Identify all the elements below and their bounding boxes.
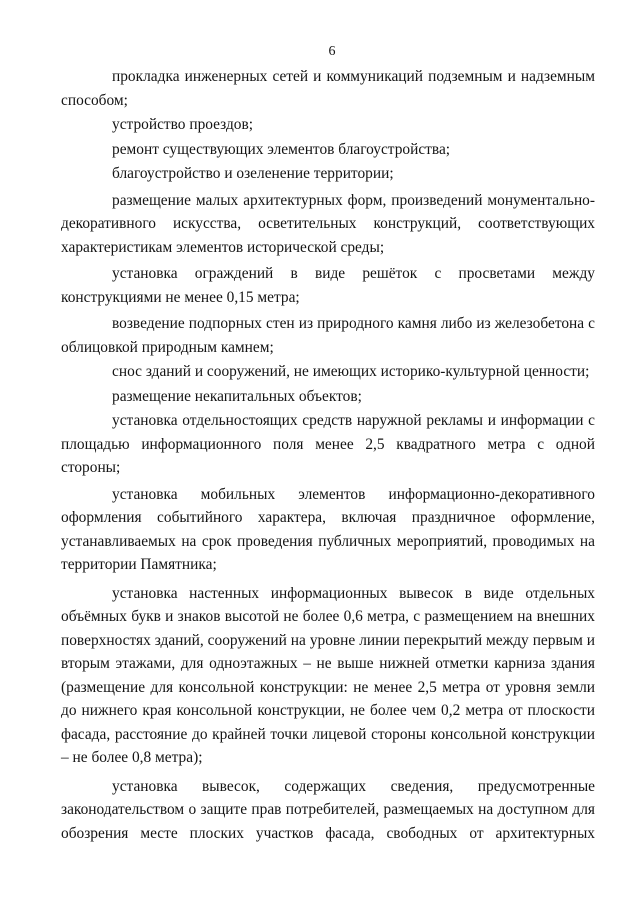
paragraph-demolition: снос зданий и сооружений, не имеющих историко-культурной ценности; — [112, 363, 590, 380]
paragraph-mobile-decor: установка мобильных элементов информационно-декоративного оформления событийного характера, включая праздничное оформление, устанавливаемых на срок проведения публичных мероприятий, проводимых на территории Памятника; — [61, 485, 595, 573]
paragraph-retaining-walls: возведение подпорных стен из природного камня либо из железобетона с облицовкой природным камнем; — [61, 315, 595, 356]
paragraph-wall-signs: установка настенных информационных вывесок в виде отдельных объёмных букв и знаков высотой не более 0,6 метра, с размещением на внешних поверхностях зданий, сооружений на уровне линии перекрытий между первым и вторым этажами, для одноэтажных – не выше нижней отметки карниза здания (размещение для консольной конструкции: не менее 2,5 метра от уровня земли до нижнего края консольной конструкции, не более чем 0,2 метра от плоскости фасада, расстояние до крайней точки лицевой стороны консольной конструкции – не более 0,8 метра); — [61, 584, 595, 766]
paragraph-outdoor-advertising: установка отдельностоящих средств наружной рекламы и информации с площадью информационного поля менее 2,5 квадратного метра с одной стороны; — [61, 412, 595, 476]
paragraph-non-capital-objects: размещение некапитальных объектов; — [112, 387, 362, 405]
paragraph-consumer-signs: установка вывесок, содержащих сведения, предусмотренные законодательством о защите прав потребителей, размещаемых на доступном для обозрения месте плоских участков фасада, свободных от архитектурных — [61, 777, 595, 842]
paragraph-driveways: устройство проездов; — [112, 116, 254, 133]
paragraph-fences: установка ограждений в виде решёток с просветами между конструкциями не менее 0,15 метра; — [61, 265, 595, 306]
paragraph-landscaping-repair: ремонт существующих элементов благоустройства; — [112, 140, 451, 158]
paragraph-utility-networks: прокладка инженерных сетей и коммуникаций подземным и надземным способом; — [61, 68, 595, 109]
paragraph-greening: благоустройство и озеленение территории; — [112, 165, 394, 182]
document-body — [61, 65, 595, 845]
page-number: 6 — [328, 44, 336, 59]
paragraph-small-architectural-forms: размещение малых архитектурных форм, произведений монументально-декоративного искусства, осветительных конструкций, соответствующих характеристикам элементов исторической среды; — [61, 191, 595, 256]
